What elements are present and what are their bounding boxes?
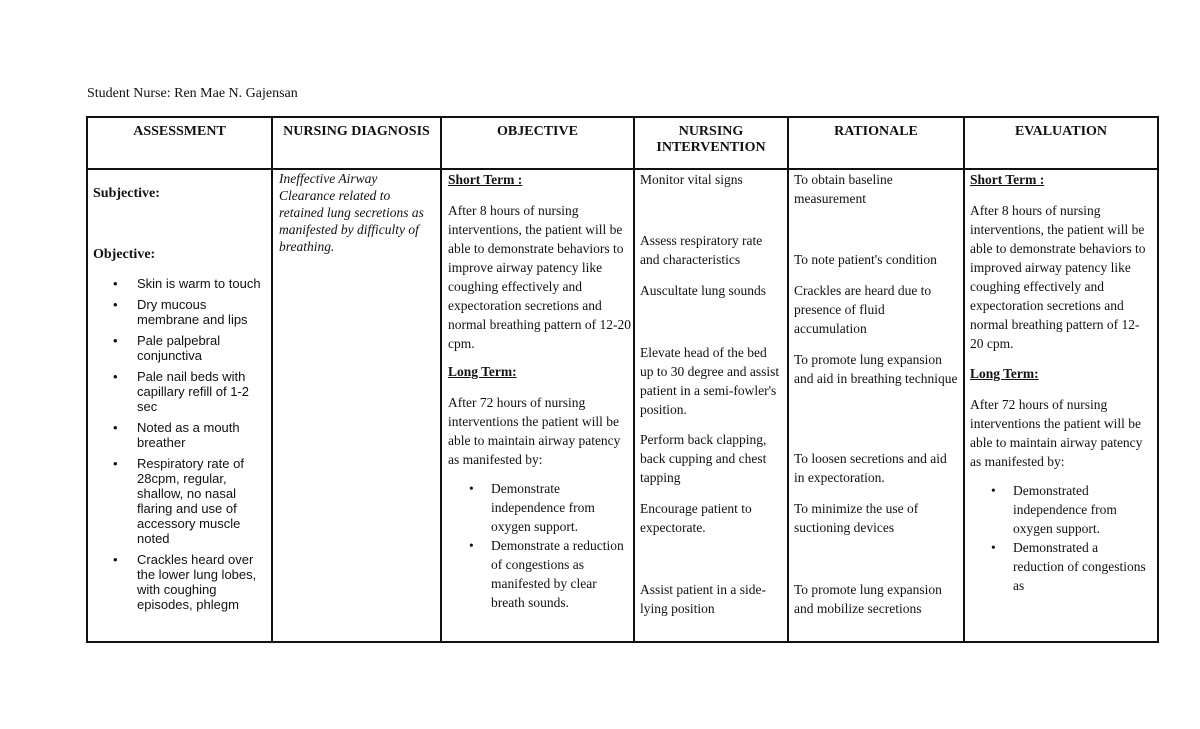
intervention-item: Perform back clapping, back cupping and chest tapping: [640, 432, 767, 485]
content-row: [87, 169, 1158, 642]
evaluation-long-term-bullets: [970, 481, 1152, 595]
header-evaluation: EVALUATION: [964, 117, 1158, 169]
subjective-label: Subjective:: [93, 186, 160, 201]
list-item: • Skin is warm to touch: [93, 276, 268, 291]
list-item: • Demonstrate a reduction of congestions as manifested by clear breath sounds.: [448, 536, 633, 612]
evaluation-short-term-label: Short Term :: [970, 172, 1045, 187]
objective-findings-list: [93, 276, 268, 618]
list-item: • Dry mucous membrane and lips: [93, 297, 268, 327]
intervention-item: Auscultate lung sounds: [640, 283, 766, 298]
header-assessment: ASSESSMENT: [87, 117, 272, 169]
evaluation-long-term-text: After 72 hours of nursing interventions the patient will be able to maintain airway patency as manifested by:: [970, 397, 1143, 469]
list-item: • Demonstrate independence from oxygen support.: [448, 479, 633, 536]
rationale-item: To promote lung expansion and mobilize secretions: [794, 582, 942, 616]
diagnosis-text: Ineffective Airway Clearance related to retained lung secretions as manifested by difficulty of breathing.: [279, 171, 424, 254]
intervention-item: Assist patient in a side-lying position: [640, 582, 766, 616]
evaluation-cell: [964, 169, 1158, 642]
list-item: • Noted as a mouth breather: [93, 420, 268, 450]
list-item: • Demonstrated a reduction of congestions as: [970, 538, 1152, 595]
intervention-cell: [634, 169, 788, 642]
evaluation-short-term-text: After 8 hours of nursing interventions, the patient will be able to demonstrate behaviors to improved airway patency like coughing effectively and expectoration secretions and normal breathing pattern of 12-20 cpm.: [970, 203, 1146, 351]
header-nursing-diagnosis: NURSING DIAGNOSIS: [272, 117, 441, 169]
rationale-cell: [788, 169, 964, 642]
objective-label: Objective:: [93, 247, 156, 262]
intervention-item: Encourage patient to expectorate.: [640, 501, 752, 535]
intervention-item: Assess respiratory rate and characteristics: [640, 233, 763, 267]
objective-cell: [441, 169, 634, 642]
header-nursing-intervention: NURSING INTERVENTION: [634, 117, 788, 169]
rationale-item: To promote lung expansion and aid in breathing technique: [794, 352, 958, 386]
intervention-item: Elevate head of the bed up to 30 degree and assist patient in a semi-fowler's position.: [640, 345, 780, 417]
list-item: • Crackles heard over the lower lung lobes, with coughing episodes, phlegm: [93, 552, 268, 612]
student-nurse-name: Student Nurse: Ren Mae N. Gajensan: [87, 86, 298, 101]
header-objective: OBJECTIVE: [441, 117, 634, 169]
rationale-item: To obtain baseline measurement: [794, 172, 893, 206]
list-item: • Demonstrated independence from oxygen support.: [970, 481, 1152, 538]
header-rationale: RATIONALE: [788, 117, 964, 169]
list-item: • Pale palpebral conjunctiva: [93, 333, 268, 363]
objective-long-term-text: After 72 hours of nursing interventions the patient will be able to maintain airway patency as manifested by:: [448, 395, 621, 467]
objective-short-term-text: After 8 hours of nursing interventions, the patient will be able to demonstrate behaviors to improve airway patency like coughing effectively and expectoration secretions and normal breathing pattern of 12-20 cpm.: [448, 203, 631, 351]
intervention-item: Monitor vital signs: [640, 172, 743, 187]
header-row: [87, 117, 1158, 169]
objective-short-term-label: Short Term :: [448, 172, 523, 187]
assessment-cell: [87, 169, 272, 642]
rationale-item: To loosen secretions and aid in expectoration.: [794, 451, 947, 485]
rationale-item: To note patient's condition: [794, 252, 937, 267]
list-item: • Pale nail beds with capillary refill of 1-2 sec: [93, 369, 268, 414]
rationale-item: Crackles are heard due to presence of fluid accumulation: [794, 283, 932, 336]
evaluation-long-term-label: Long Term:: [970, 366, 1039, 381]
nursing-care-plan-table: [86, 116, 1159, 643]
rationale-item: To minimize the use of suctioning devices: [794, 501, 919, 535]
diagnosis-cell: [272, 169, 441, 642]
objective-long-term-label: Long Term:: [448, 364, 517, 379]
objective-long-term-bullets: [448, 479, 633, 612]
list-item: • Respiratory rate of 28cpm, regular, shallow, no nasal flaring and use of accessory muscle noted: [93, 456, 268, 546]
